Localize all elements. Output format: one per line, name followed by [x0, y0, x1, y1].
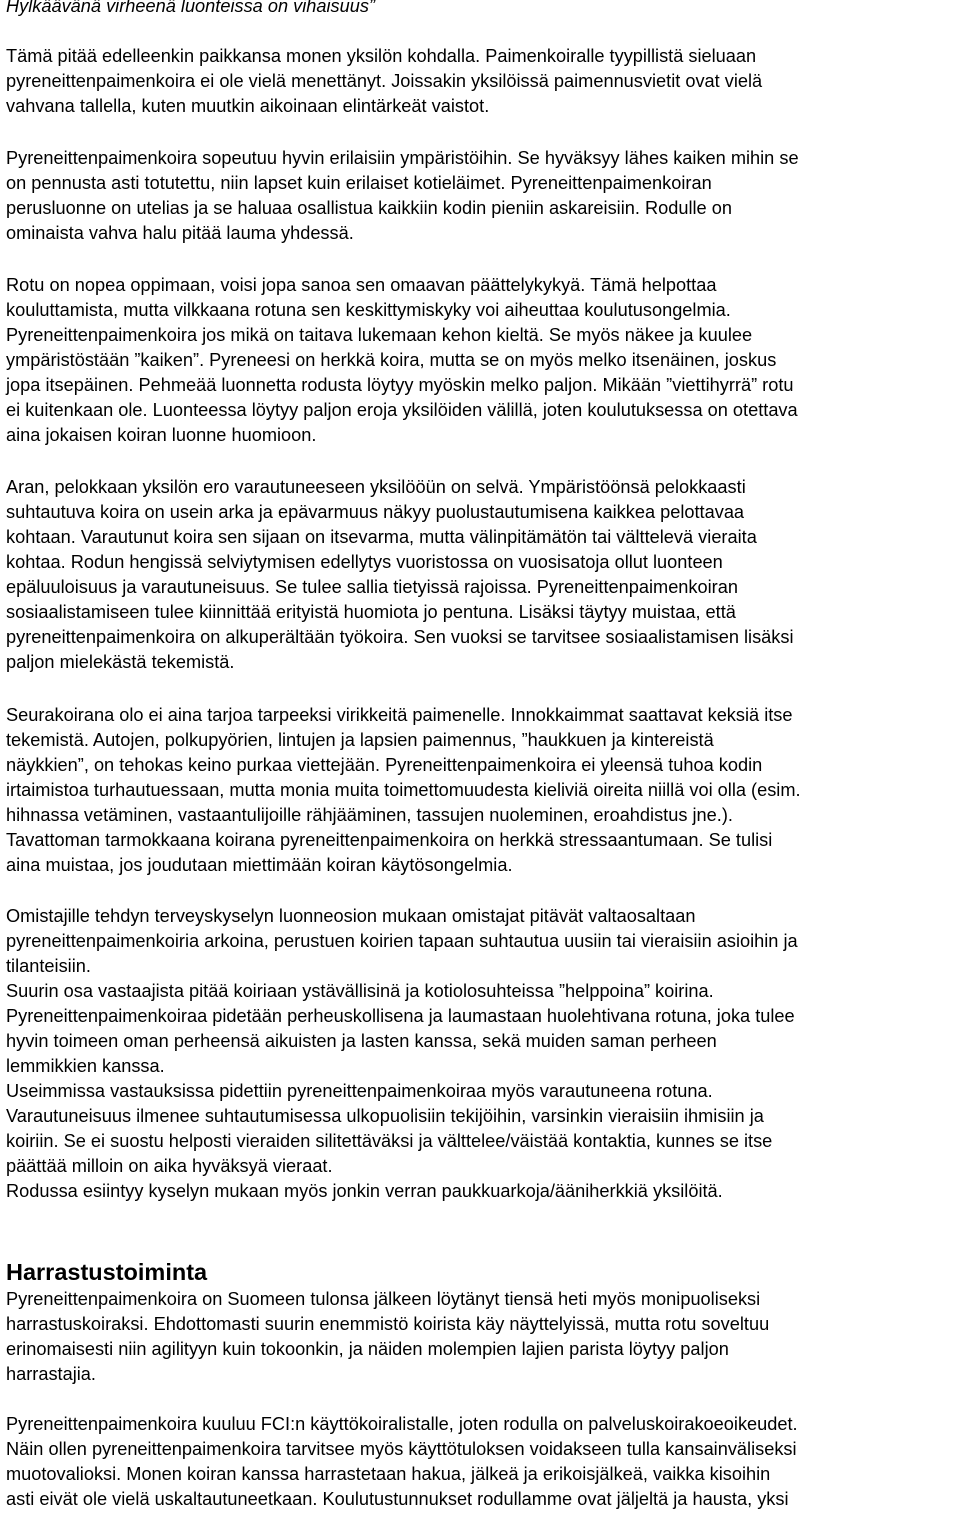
text-line: Tavattoman tarmokkaana koirana pyreneittenpaimenkoira on herkkä stressaantumaan. Se tulisi [6, 830, 773, 850]
text-line: Varautuneisuus ilmenee suhtautumisessa ulkopuolisiin tekijöihin, varsinkin vieraisiin ihmisiin ja [6, 1106, 764, 1126]
text-line: hyvin toimeen oman perheensä aikuisten ja lasten kanssa, sekä muiden saman perheen [6, 1031, 717, 1051]
paragraph-7 [6, 1287, 769, 1387]
text-line: tekemistä. Autojen, polkupyörien, lintujen ja lapsien paimennus, ”haukkuen ja kintereistä [6, 730, 714, 750]
text-line: kohtaa. Rodun hengissä selviytymisen edellytys vuoristossa on vuosisatoja ollut luonteen [6, 552, 723, 572]
text-line: Suurin osa vastaajista pitää koiriaan ystävällisinä ja kotiolosuhteissa ”helppoina” koirina. [6, 981, 714, 1001]
text-line: epäluuloisuus ja varautuneisuus. Se tulee sallia tietyissä rajoissa. Pyreneittenpaimenkoiran [6, 577, 738, 597]
paragraph-1 [6, 44, 762, 119]
text-line: ympäristöstään ”kaiken”. Pyreneesi on herkkä koira, mutta se on myös melko itsenäinen, joskus [6, 350, 777, 370]
text-line: lemmikkien kanssa. [6, 1056, 165, 1076]
paragraph-5 [6, 703, 801, 878]
text-line: Omistajille tehdyn terveyskyselyn luonneosion mukaan omistajat pitävät valtaosaltaan [6, 906, 696, 926]
text-line: vahvana tallella, kuten muutkin aikoinaan elintärkeät vaistot. [6, 96, 490, 116]
text-line: Rodussa esiintyy kyselyn mukaan myös jonkin verran paukkuarkoja/ääniherkkiä yksilöitä. [6, 1181, 723, 1201]
paragraph-3 [6, 273, 798, 448]
text-line: ominaista vahva halu pitää lauma yhdessä. [6, 223, 354, 243]
paragraph-6 [6, 904, 798, 1204]
text-line: asti eivät ole vielä uskaltautuneetkaan. Koulutustunnukset rodullamme ovat jäljeltä ja hausta, yksi [6, 1489, 789, 1509]
text-line: Seurakoirana olo ei aina tarjoa tarpeeksi virikkeitä paimenelle. Innokkaimmat saattavat keksiä itse [6, 705, 793, 725]
text-line: suhtautuva koira on usein arka ja epävarmuus näkyy puolustautumisena kaikkea pelottavaa [6, 502, 745, 522]
text-line: muotovalioksi. Monen koiran kanssa harrastetaan hakua, jälkeä ja erikoisjälkeä, vaikka kisoihin [6, 1464, 771, 1484]
text-line: Pyreneittenpaimenkoira jos mikä on taitava lukemaan kehon kieltä. Se myös näkee ja kuulee [6, 325, 753, 345]
text-line: harrastuskoiraksi. Ehdottomasti suurin enemmistö koirista käy näyttelyissä, mutta rotu soveltuu [6, 1314, 770, 1334]
text-line: tilanteisiin. [6, 956, 91, 976]
text-line: Rotu on nopea oppimaan, voisi jopa sanoa sen omaavan päättelykykyä. Tämä helpottaa [6, 275, 717, 295]
text-line: pyreneittenpaimenkoira on alkuperältään työkoira. Sen vuoksi se tarvitsee sosiaalistamisen lisäksi [6, 627, 794, 647]
section-heading-faults: Hylkäävänä virheenä luonteissa on vihaisuus” [6, 0, 376, 16]
text-line: Pyreneittenpaimenkoira sopeutuu hyvin erilaisiin ympäristöihin. Se hyväksyy lähes kaiken mihin se [6, 148, 799, 168]
text-line: Tämä pitää edelleenkin paikkansa monen yksilön kohdalla. Paimenkoiralle tyypillistä sieluaan [6, 46, 757, 66]
text-line: irtaimistoa turhautuessaan, mutta monia muita toimettomuudesta kieliviä oireita niillä voi olla (esim. [6, 780, 801, 800]
text-line: Pyreneittenpaimenkoira kuuluu FCI:n käyttökoiralistalle, joten rodulla on palveluskoirakoeoikeudet. [6, 1414, 798, 1434]
text-line: aina jokaisen koiran luonne huomioon. [6, 425, 317, 445]
text-line: hihnassa vetäminen, vastaantulijoille rähjääminen, tassujen nuoleminen, eroahdistus jne.). [6, 805, 733, 825]
text-line: perusluonne on utelias ja se haluaa osallistua kaikkiin kodin pieniin askareisiin. Rodulle on [6, 198, 732, 218]
text-line: Aran, pelokkaan yksilön ero varautuneeseen yksilööün on selvä. Ympäristöönsä pelokkaasti [6, 477, 746, 497]
section-heading-hobbies: Harrastustoiminta [6, 1259, 208, 1285]
text-line: koiriin. Se ei suostu helposti vieraiden silitettäväksi ja välttelee/väistää kontaktia, kunnes se itse [6, 1131, 773, 1151]
text-line: pyreneittenpaimenkoiria arkoina, perustuen koirien tapaan suhtautua uusiin tai vieraisiin asioihin ja [6, 931, 798, 951]
text-line: kouluttamista, mutta vilkkaana rotuna sen keskittymiskyky voi aiheuttaa koulutusongelmia. [6, 300, 731, 320]
text-line: paljon mielekästä tekemistä. [6, 652, 235, 672]
text-line: erinomaisesti niin agilityyn kuin tokoonkin, ja näiden molempien lajien parista löytyy paljon [6, 1339, 729, 1359]
text-line: Pyreneittenpaimenkoiraa pidetään perheuskollisena ja laumastaan huolehtivana rotuna, joka tulee [6, 1006, 795, 1026]
paragraph-4 [6, 475, 794, 675]
text-line: on pennusta asti totutettu, niin lapset kuin erilaiset kotieläimet. Pyreneittenpaimenkoiran [6, 173, 712, 193]
text-line: päättää milloin on aika hyväksyä vieraat. [6, 1156, 333, 1176]
text-line: näykkien”, on tehokas keino purkaa viettejään. Pyreneittenpaimenkoira ei yleensä tuhoa kodin [6, 755, 763, 775]
paragraph-2 [6, 146, 799, 246]
text-line: sosiaalistamiseen tulee kiinnittää erityistä huomiota jo pentuna. Lisäksi täytyy muistaa, että [6, 602, 736, 622]
text-line: Pyreneittenpaimenkoira on Suomeen tulonsa jälkeen löytänyt tiensä heti myös monipuoliseksi [6, 1289, 761, 1309]
text-line: jopa itsepäinen. Pehmeää luonnetta rodusta löytyy myöskin melko paljon. Mikään ”viettihyrrä” rotu [6, 375, 794, 395]
text-line: pyreneittenpaimenkoira ei ole vielä menettänyt. Joissakin yksilöissä paimennusvietit ovat vielä [6, 71, 763, 91]
text-line: aina muistaa, jos joudutaan miettimään koiran käytösongelmia. [6, 855, 513, 875]
text-line: kohtaan. Varautunut koira sen sijaan on itsevarma, mutta välinpitämätön tai välttelevä vieraita [6, 527, 757, 547]
text-line: ei kuitenkaan ole. Luonteessa löytyy paljon eroja yksilöiden välillä, joten koulutuksessa on otettava [6, 400, 798, 420]
text-line: Useimmissa vastauksissa pidettiin pyreneittenpaimenkoiraa myös varautuneena rotuna. [6, 1081, 713, 1101]
paragraph-8 [6, 1412, 798, 1512]
text-line: harrastajia. [6, 1364, 96, 1384]
text-line: Näin ollen pyreneittenpaimenkoira tarvitsee myös käyttötuloksen voidakseen tulla kansainväliseksi [6, 1439, 797, 1459]
